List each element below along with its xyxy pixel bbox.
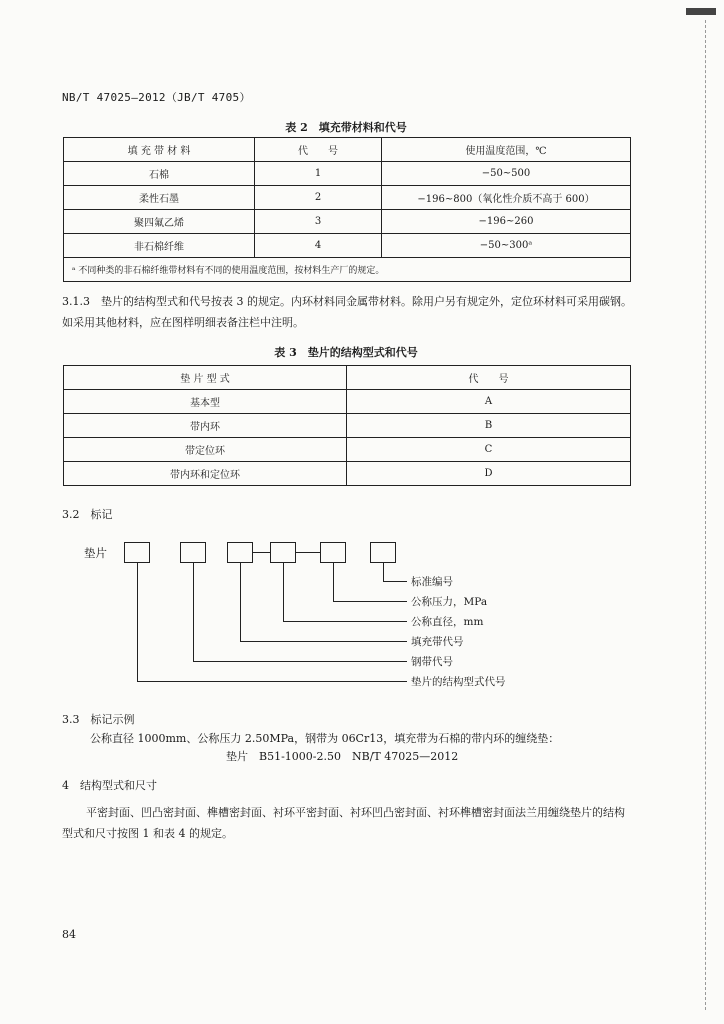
table2-caption: 表 2 填充带材料和代号 (285, 121, 407, 134)
table-header-cell: 使用温度范围，℃ (382, 138, 631, 162)
section-4: 4 结构型式和尺寸 (62, 779, 157, 792)
page-number: 84 (62, 928, 76, 941)
dash (296, 552, 320, 553)
leader (383, 563, 384, 581)
label-standard-number: 标准编号 (411, 576, 453, 588)
marking-prefix: 垫片 (84, 546, 107, 560)
scan-edge (705, 20, 710, 1010)
leader (283, 563, 284, 621)
table-row (64, 162, 631, 186)
table-row (64, 390, 631, 414)
table-cell: 基本型 (64, 390, 347, 414)
table-cell: 非石棉纤维 (64, 234, 255, 258)
table3 (63, 365, 631, 486)
label-structure-type-code: 垫片的结构型式代号 (411, 676, 506, 688)
table-cell: 带内环 (64, 414, 347, 438)
table-header-cell: 填 充 带 材 料 (64, 138, 255, 162)
table-header-cell: 代 号 (255, 138, 382, 162)
leader (193, 661, 407, 662)
table-cell: C (347, 438, 631, 462)
table-header-row (64, 138, 631, 162)
table-row (64, 186, 631, 210)
box-nominal-diameter (270, 542, 296, 563)
leader (193, 563, 194, 661)
table-row (64, 414, 631, 438)
table-cell: −196~800（氧化性介质不高于 600） (382, 186, 631, 210)
table-note: ᵃ 不同种类的非石棉纤维带材料有不同的使用温度范围，按材料生产厂的规定。 (64, 258, 631, 282)
label-steel-strip-code: 钢带代号 (411, 656, 453, 668)
table-cell: 3 (255, 210, 382, 234)
leader (137, 681, 407, 682)
table-cell: 带定位环 (64, 438, 347, 462)
label-nominal-diameter: 公称直径，mm (411, 616, 484, 628)
table-header-cell: 代 号 (347, 366, 631, 390)
box-structure-type (124, 542, 150, 563)
example-line-2: 垫片 B51-1000-2.50 NB/T 47025—2012 (226, 750, 459, 763)
box-nominal-pressure (320, 542, 346, 563)
table-cell: 聚四氟乙烯 (64, 210, 255, 234)
table-cell: 石棉 (64, 162, 255, 186)
table-row (64, 234, 631, 258)
dash (253, 552, 270, 553)
table-row (64, 210, 631, 234)
leader (383, 581, 407, 582)
box-standard-number (370, 542, 396, 563)
para-3-1-3: 3.1.3 垫片的结构型式和代号按表 3 的规定。内环材料同金属带材料。除用户另有规定外，定位环材料可采用碳钢。如采用其他材料，应在图样明细表备注栏中注明。 (62, 295, 632, 329)
table-cell: −196~260 (382, 210, 631, 234)
table3-caption: 表 3 垫片的结构型式和代号 (274, 346, 418, 359)
leader (283, 621, 407, 622)
table-note-row (64, 258, 631, 282)
leader (137, 563, 138, 681)
leader (333, 601, 407, 602)
leader (240, 641, 407, 642)
box-filler (227, 542, 253, 563)
table-cell: −50~300ᵃ (382, 234, 631, 258)
example-line-1: 公称直径 1000mm、公称压力 2.50MPa，钢带为 06Cr13，填充带为石棉的带内环的缠绕垫： (90, 732, 560, 745)
table-header-cell: 垫 片 型 式 (64, 366, 347, 390)
section-3-3: 3.3 标记示例 (62, 713, 135, 726)
table-cell: 1 (255, 162, 382, 186)
table-cell: 柔性石墨 (64, 186, 255, 210)
leader (333, 563, 334, 601)
table-row (64, 462, 631, 486)
table-cell: 4 (255, 234, 382, 258)
table-cell: D (347, 462, 631, 486)
para-4: 平密封面、凹凸密封面、榫槽密封面、衬环平密封面、衬环凹凸密封面、衬环榫槽密封面法兰用缠绕垫片的结构型式和尺寸按图 1 和表 4 的规定。 (62, 806, 625, 840)
section-3-2: 3.2 标记 (62, 508, 113, 521)
table-cell: B (347, 414, 631, 438)
table-header-row (64, 366, 631, 390)
label-nominal-pressure: 公称压力，MPa (411, 596, 488, 608)
leader (240, 563, 241, 641)
table-cell: −50~500 (382, 162, 631, 186)
table-row (64, 438, 631, 462)
table2 (63, 137, 631, 282)
edge-mark (686, 8, 716, 15)
box-steel-strip (180, 542, 206, 563)
table-cell: A (347, 390, 631, 414)
table-cell: 2 (255, 186, 382, 210)
label-filler-code: 填充带代号 (411, 636, 464, 648)
table-cell: 带内环和定位环 (64, 462, 347, 486)
standard-header: NB/T 47025—2012（JB/T 4705） (62, 91, 251, 104)
